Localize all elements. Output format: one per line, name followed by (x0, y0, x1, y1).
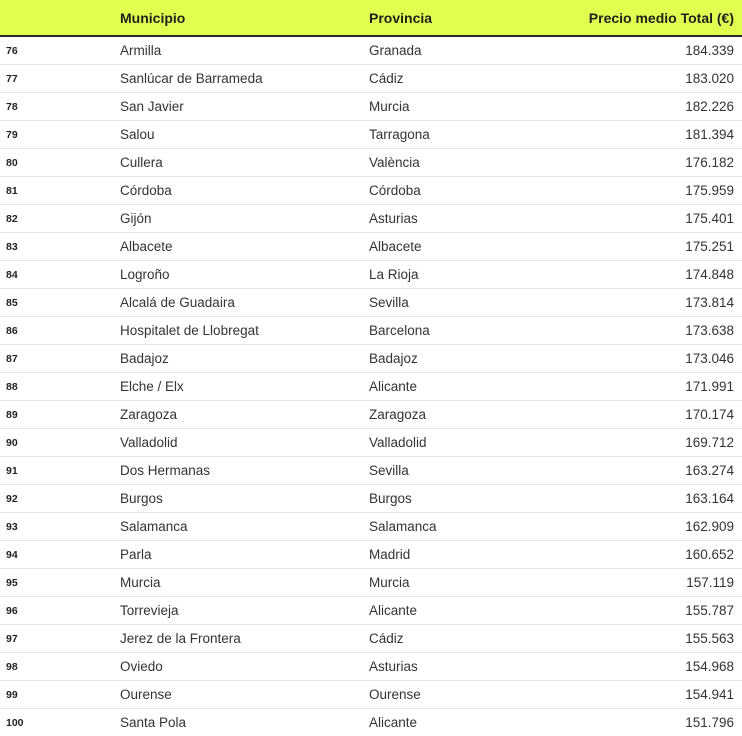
cell-provincia: Salamanca (369, 513, 539, 541)
cell-provincia: Cádiz (369, 65, 539, 93)
cell-municipio: Badajoz (120, 345, 369, 373)
cell-municipio: Sanlúcar de Barrameda (120, 65, 369, 93)
cell-municipio: Salamanca (120, 513, 369, 541)
cell-rank: 83 (0, 233, 120, 261)
header-municipio[interactable]: Municipio (120, 0, 369, 36)
cell-provincia: Burgos (369, 485, 539, 513)
cell-precio: 162.909 (539, 513, 742, 541)
table-row (0, 177, 742, 205)
cell-provincia: Cádiz (369, 625, 539, 653)
cell-provincia: Murcia (369, 93, 539, 121)
cell-provincia: València (369, 149, 539, 177)
cell-municipio: Albacete (120, 233, 369, 261)
cell-provincia: Asturias (369, 205, 539, 233)
cell-rank: 77 (0, 65, 120, 93)
cell-rank: 81 (0, 177, 120, 205)
cell-precio: 183.020 (539, 65, 742, 93)
cell-municipio: Dos Hermanas (120, 457, 369, 485)
cell-precio: 176.182 (539, 149, 742, 177)
cell-provincia: Asturias (369, 653, 539, 681)
table-row (0, 513, 742, 541)
cell-rank: 86 (0, 317, 120, 345)
cell-rank: 96 (0, 597, 120, 625)
cell-rank: 82 (0, 205, 120, 233)
cell-provincia: Valladolid (369, 429, 539, 457)
cell-provincia: Alicante (369, 373, 539, 401)
cell-provincia: Badajoz (369, 345, 539, 373)
cell-precio: 181.394 (539, 121, 742, 149)
table-row (0, 261, 742, 289)
cell-provincia: Albacete (369, 233, 539, 261)
cell-precio: 171.991 (539, 373, 742, 401)
cell-provincia: Sevilla (369, 289, 539, 317)
table-row (0, 401, 742, 429)
table-row (0, 597, 742, 625)
cell-provincia: Madrid (369, 541, 539, 569)
cell-municipio: Córdoba (120, 177, 369, 205)
cell-municipio: Cullera (120, 149, 369, 177)
cell-precio: 154.968 (539, 653, 742, 681)
header-rank (0, 0, 120, 36)
table-row (0, 121, 742, 149)
cell-rank: 91 (0, 457, 120, 485)
table-row (0, 289, 742, 317)
table-row (0, 681, 742, 709)
cell-provincia: Granada (369, 36, 539, 65)
cell-municipio: Parla (120, 541, 369, 569)
cell-precio: 182.226 (539, 93, 742, 121)
cell-municipio: Hospitalet de Llobregat (120, 317, 369, 345)
cell-municipio: Armilla (120, 36, 369, 65)
cell-precio: 173.814 (539, 289, 742, 317)
table-row (0, 36, 742, 65)
cell-provincia: Barcelona (369, 317, 539, 345)
table-row (0, 709, 742, 736)
cell-municipio: Oviedo (120, 653, 369, 681)
cell-rank: 100 (0, 709, 120, 736)
cell-rank: 76 (0, 36, 120, 65)
cell-precio: 155.563 (539, 625, 742, 653)
cell-municipio: Gijón (120, 205, 369, 233)
cell-municipio: Elche / Elx (120, 373, 369, 401)
table-row (0, 569, 742, 597)
table-row (0, 653, 742, 681)
cell-precio: 154.941 (539, 681, 742, 709)
cell-municipio: Murcia (120, 569, 369, 597)
cell-municipio: Jerez de la Frontera (120, 625, 369, 653)
table-body (0, 36, 742, 736)
cell-rank: 98 (0, 653, 120, 681)
table-row (0, 541, 742, 569)
table-row (0, 149, 742, 177)
table-row (0, 625, 742, 653)
table-row (0, 485, 742, 513)
cell-provincia: Sevilla (369, 457, 539, 485)
cell-precio: 155.787 (539, 597, 742, 625)
header-precio[interactable]: Precio medio Total (€) (539, 0, 742, 36)
table-row (0, 429, 742, 457)
cell-precio: 174.848 (539, 261, 742, 289)
cell-rank: 97 (0, 625, 120, 653)
cell-provincia: Tarragona (369, 121, 539, 149)
cell-rank: 87 (0, 345, 120, 373)
header-provincia[interactable]: Provincia (369, 0, 539, 36)
cell-municipio: Burgos (120, 485, 369, 513)
cell-municipio: Torrevieja (120, 597, 369, 625)
table-row (0, 345, 742, 373)
cell-precio: 163.274 (539, 457, 742, 485)
cell-rank: 93 (0, 513, 120, 541)
cell-municipio: Zaragoza (120, 401, 369, 429)
cell-provincia: Ourense (369, 681, 539, 709)
cell-precio: 173.046 (539, 345, 742, 373)
cell-precio: 175.401 (539, 205, 742, 233)
cell-municipio: Salou (120, 121, 369, 149)
cell-rank: 90 (0, 429, 120, 457)
cell-precio: 170.174 (539, 401, 742, 429)
table-row (0, 233, 742, 261)
cell-rank: 89 (0, 401, 120, 429)
cell-provincia: Córdoba (369, 177, 539, 205)
table-header (0, 0, 742, 36)
cell-precio: 184.339 (539, 36, 742, 65)
cell-provincia: La Rioja (369, 261, 539, 289)
cell-municipio: San Javier (120, 93, 369, 121)
cell-municipio: Valladolid (120, 429, 369, 457)
cell-rank: 84 (0, 261, 120, 289)
cell-municipio: Santa Pola (120, 709, 369, 736)
cell-precio: 160.652 (539, 541, 742, 569)
cell-provincia: Zaragoza (369, 401, 539, 429)
cell-rank: 99 (0, 681, 120, 709)
cell-municipio: Logroño (120, 261, 369, 289)
table-row (0, 317, 742, 345)
cell-rank: 95 (0, 569, 120, 597)
cell-precio: 175.959 (539, 177, 742, 205)
cell-rank: 78 (0, 93, 120, 121)
cell-precio: 175.251 (539, 233, 742, 261)
table-row (0, 65, 742, 93)
cell-municipio: Ourense (120, 681, 369, 709)
cell-rank: 79 (0, 121, 120, 149)
cell-municipio: Alcalá de Guadaira (120, 289, 369, 317)
cell-precio: 157.119 (539, 569, 742, 597)
cell-rank: 88 (0, 373, 120, 401)
cell-rank: 80 (0, 149, 120, 177)
header-row (0, 0, 742, 36)
cell-rank: 85 (0, 289, 120, 317)
table-row (0, 93, 742, 121)
cell-provincia: Alicante (369, 709, 539, 736)
table-row (0, 457, 742, 485)
cell-precio: 163.164 (539, 485, 742, 513)
cell-provincia: Alicante (369, 597, 539, 625)
cell-provincia: Murcia (369, 569, 539, 597)
table-row (0, 373, 742, 401)
cell-precio: 169.712 (539, 429, 742, 457)
cell-precio: 173.638 (539, 317, 742, 345)
cell-rank: 94 (0, 541, 120, 569)
table-row (0, 205, 742, 233)
cell-rank: 92 (0, 485, 120, 513)
cell-precio: 151.796 (539, 709, 742, 736)
